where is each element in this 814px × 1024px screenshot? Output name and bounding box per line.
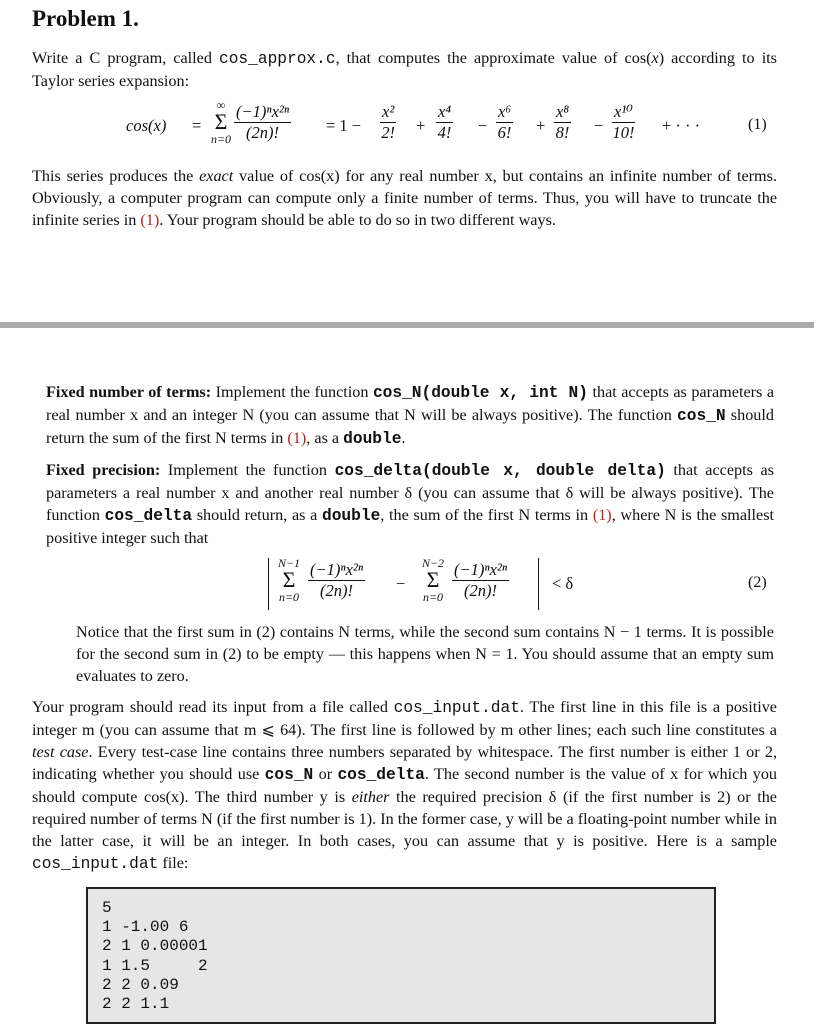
problem-title: Problem 1.: [32, 6, 139, 31]
code-line: 2 2 0.09: [102, 975, 179, 994]
equation-2: N−1 Σ n=0 $\frac{\text{(−1)ⁿx²ⁿ}}{(2n)!}$ − N−2 Σ n=0 $\frac{\text{(−1)ⁿx²ⁿ}}{(2n)!}$ < δ (2): [268, 556, 778, 614]
section-divider: [0, 322, 814, 328]
fixed-terms-heading: Fixed number of terms:: [46, 383, 212, 401]
equation-1: cos(x) = ∞ Σ n=0 $\frac{\text{(−1)ⁿx²ⁿ}}{(2n)!}$ = 1 − $\frac{\text{x²}}{2!}$ + $\frac{\text{x⁴}}{4!}$ − $\frac{\text{x⁶}}{6!}$ + $\frac{\text{x⁸}}{8!}$ − $\frac{\text{x¹⁰}}{10!}$ + · · · (1): [126, 98, 767, 146]
code-line: 5: [102, 899, 112, 917]
intro-paragraph: Write a C program, called cos_approx.c, that computes the approximate value of cos(x) according to its Taylor series expansion:: [32, 49, 777, 90]
fixed-terms-item: Fixed number of terms: Implement the function cos_N(double x, int N) that accepts as parameters a real number x and an integer N (you can assume that N will be always positive). The function cos_N should return the sum of the first N terms in (1), as a double.: [46, 383, 775, 448]
fixed-precision-heading: Fixed precision:: [46, 461, 161, 479]
code-line: 2 1 0.00001: [102, 937, 208, 956]
fixed-precision-item: Fixed precision: Implement the function cos_delta(double x, double delta) that accepts as parameters a real number x and another real number δ (you can assume that δ will be always positive). The function cos_delta should return, as a double, the sum of the first N terms in (1), where N is the smallest positive integer such that: [46, 461, 774, 547]
input-paragraph: Your program should read its input from a file called cos_input.dat. The first line in this file is a positive integer m (you can assume that m ⩽ 64). The first line is followed by m other lines; each such line constitutes a test case. Every test-case line contains three numbers separated by whitespace. The first number is either 1 or 2, indicating whether you should use cos_N or cos_delta. The second number is the value of x for which you should compute cos(x). The third number y is either the required precision δ (if the first number is 2) or the required number of terms N (if the first number is 1). In the former case, y will be a floating-point number while in the latter case, it will be an integer. In both cases, you can assume that y is positive. Here is a sample cos_input.dat file:: [32, 698, 778, 873]
notice-paragraph: Notice that the first sum in (2) contains N terms, while the second sum contains N − 1 terms. It is possible for the second sum in (2) to be empty — this happens when N = 1. You should assume that an empty sum evaluates to zero.: [76, 623, 774, 685]
code-line: 1 1.5 2: [102, 956, 208, 975]
code-line: 2 2 1.1: [102, 995, 170, 1014]
equation-number: (2): [748, 574, 767, 591]
sample-input-code-block: [86, 887, 716, 1024]
filename-code: cos_approx.c: [219, 50, 336, 68]
series-paragraph: This series produces the exact value of cos(x) for any real number x, but contains an infinite number of terms. Obviously, a computer program can compute only a finite number of terms. Thus, you will have to truncate the infinite series in (1). Your program should be able to do so in two different ways.: [32, 167, 777, 229]
equation-number: (1): [748, 116, 767, 133]
code-line: 1 -1.00 6: [102, 918, 189, 937]
